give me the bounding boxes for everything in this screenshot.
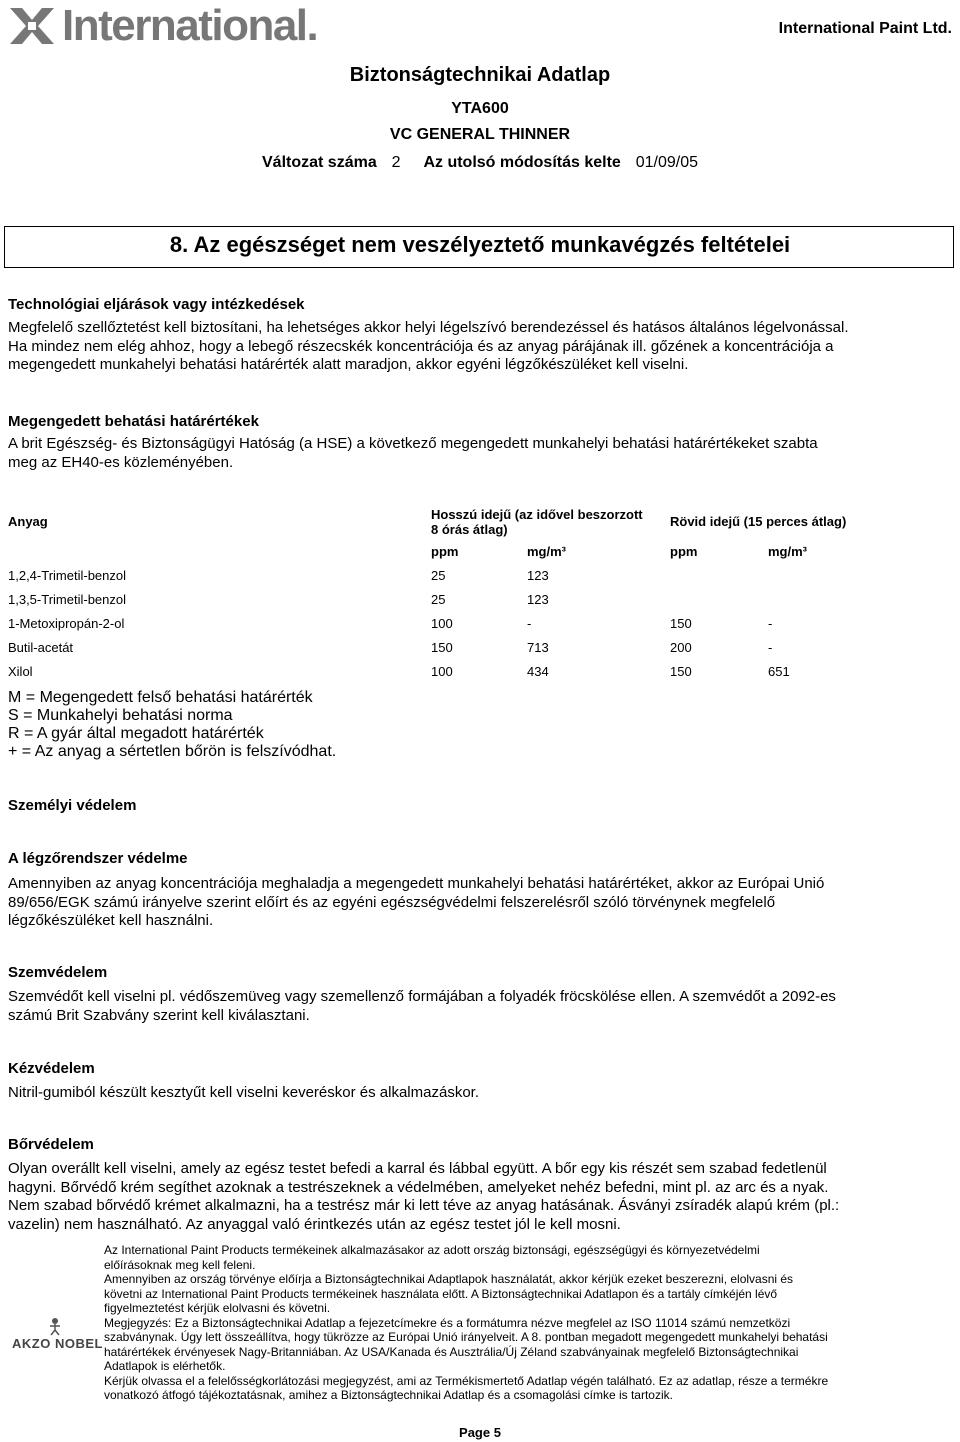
cell-substance: Butil-acetát	[8, 640, 74, 655]
hand-paragraph	[8, 1084, 958, 1103]
cell-lt-mg: 123	[527, 592, 549, 607]
footer-disclaimer	[104, 1243, 924, 1403]
legend-item: R = A gyár által megadott határérték	[8, 725, 264, 742]
text-line: Szemvédőt kell viselni pl. védőszemüveg vagy szemellenző formájában a folyadék fröcskölése ellen. A szemvédőt a 2092-es	[8, 988, 836, 1005]
version-label: Változat száma	[262, 154, 377, 171]
product-name: VC GENERAL THINNER	[389, 126, 571, 143]
footer-line: szabványnak. Úgy lett összeállítva, hogy tükrözze az Európai Unió irányelveit. A 8. pontban megadott megengedett munkahelyi behatási	[104, 1330, 828, 1344]
limits-heading: Megengedett behatási határértékek	[8, 413, 259, 430]
cell-lt-ppm: 150	[431, 640, 453, 655]
legend-item: S = Munkahelyi behatási norma	[8, 707, 233, 724]
legend-item: M = Megengedett felső behatási határérték	[8, 689, 313, 706]
text-line: 89/656/EGK számú irányelve szerint előírt és az egyéni egészségvédelmi felszerelésről szóló törvénynek megfelelő	[8, 893, 776, 911]
cell-substance: Xilol	[8, 664, 33, 679]
version-value: 2	[391, 154, 401, 171]
text-line: meg az EH40-es közleményében.	[8, 453, 234, 471]
unit-mg: mg/m³	[768, 544, 807, 559]
section-title: 8. Az egészséget nem veszélyeztető munkavégzés feltételei	[169, 232, 791, 257]
respiratory-heading: A légzőrendszer védelme	[8, 850, 188, 867]
cell-st-ppm: 150	[670, 664, 692, 679]
cell-st-ppm: 200	[670, 640, 692, 655]
footer-line: Adatlapok is elérhetők.	[104, 1359, 226, 1373]
text-line: hagyni. Bőrvédő krém segíthet azoknak a testrészeknek a védelmében, amelyeket nehéz befedni, mint pl. az arc és a nyak.	[8, 1178, 829, 1196]
footer-line: vonatkozó átfogó tájékoztatásnak, amihez a Biztonságtechnikai Adatlap és a csomagolási címke is tartozik.	[104, 1388, 673, 1402]
footer-line: Kérjük olvassa el a felelősségkorlátozási megjegyzést, ami az Termékismertető Adatlap végén található. Ez az adatlap, része a termékre	[104, 1373, 829, 1388]
cell-lt-mg: -	[527, 616, 532, 631]
cell-substance: 1-Metoxipropán-2-ol	[8, 616, 125, 631]
col-long-term-line: 8 órás átlag)	[431, 522, 508, 537]
text-line: vazelin) nem használható. Az anyaggal való érintkezés után az egész testet jól le kell mosni.	[8, 1215, 621, 1233]
tech-paragraph	[8, 319, 958, 375]
cell-lt-mg: 434	[527, 664, 549, 679]
version-line	[262, 154, 698, 172]
tech-heading: Technológiai eljárások vagy intézkedések	[8, 296, 305, 313]
hand-heading: Kézvédelem	[8, 1060, 95, 1077]
footer-line: Amennyiben az ország törvénye előírja a Biztonságtechnikai Adaptlapok használatát, akkor kérjük ezeket beszerezni, elolvasni és	[104, 1272, 794, 1286]
text-line: Amennyiben az anyag koncentrációja meghaladja a megengedett munkahelyi behatási határértéket, akkor az Európai Unió	[8, 875, 825, 892]
brand-logo	[6, 1, 318, 50]
cell-lt-ppm: 100	[431, 616, 453, 631]
footer-line: figyelmeztetést kérjük elolvasni és követni.	[104, 1301, 331, 1315]
eye-heading: Szemvédelem	[8, 964, 108, 981]
revision-label: Az utolsó módosítás kelte	[423, 154, 621, 171]
brand-name: International.	[62, 1, 318, 50]
revision-value: 01/09/05	[635, 154, 698, 171]
personal-heading: Személyi védelem	[8, 797, 137, 814]
text-line: Nitril-gumiból készült kesztyűt kell viselni keveréskor és alkalmazáskor.	[8, 1084, 479, 1101]
legend	[8, 689, 336, 761]
legend-item: + = Az anyag a sértetlen bőrön is felszívódhat.	[8, 743, 337, 760]
text-line: Megfelelő szellőztetést kell biztosítani, ha lehetséges akkor helyi légelszívó berendezéssel és hatásos általános légelvonással.	[8, 319, 849, 336]
col-substance: Anyag	[8, 514, 48, 529]
cell-st-mg: -	[768, 640, 773, 655]
cell-lt-ppm: 25	[431, 592, 446, 607]
text-line: Olyan overállt kell viselni, amely az egész testet befedi a karral és lábbal együtt. A bőr egy kis részét sem szabad fedetlenül	[8, 1160, 827, 1177]
unit-ppm: ppm	[670, 544, 698, 559]
cell-lt-mg: 713	[527, 640, 549, 655]
footer-line: határértékek érvényesek Nagy-Britanniában. Az USA/Kanada és Ausztrália/Új Zéland szabványainak megfelelő Biztonságtechnikai	[104, 1344, 799, 1359]
document-title: Biztonságtechnikai Adatlap	[349, 64, 611, 86]
brand-mark-icon	[6, 4, 58, 48]
limits-paragraph	[8, 435, 958, 472]
text-line: megengedett munkahelyi behatási határérték alatt maradjon, akkor egyéni légzőkészüléket kell viselni.	[8, 356, 689, 373]
unit-ppm: ppm	[431, 544, 459, 559]
akzo-nobel-text: AKZO NOBEL	[12, 1336, 103, 1351]
cell-st-mg: 651	[768, 664, 790, 679]
footer-line: Megjegyzés: Ez a Biztonságtechnikai Adatlap a fejezetcímekre és a formátumra nézve megfelel az ISO 11014 számú nemzetközi	[104, 1315, 791, 1330]
unit-mg: mg/m³	[527, 544, 566, 559]
eye-paragraph	[8, 988, 958, 1025]
cell-st-ppm: 150	[670, 616, 692, 631]
cell-lt-ppm: 100	[431, 664, 453, 679]
col-short-term: Rövid idejű (15 perces átlag)	[670, 514, 847, 529]
text-line: Ha mindez nem elég ahhoz, hogy a lebegő részecskék koncentrációja és az anyag párájának ill. gőzének a koncentrációja a	[8, 337, 834, 355]
akzo-nobel-logo	[10, 1316, 103, 1351]
text-line: számú Brit Szabvány szerint kell kiválasztani.	[8, 1006, 310, 1024]
cell-substance: 1,3,5-Trimetil-benzol	[8, 592, 127, 607]
text-line: légzőkészüléket kell használni.	[8, 912, 214, 929]
cell-lt-mg: 123	[527, 568, 549, 583]
col-long-term-line: Hosszú idejű (az idővel beszorzott	[431, 507, 643, 522]
footer-line: Az International Paint Products termékeinek alkalmazásakor az adott ország biztonsági, egészségügyi és környezetvédelmi	[104, 1243, 760, 1257]
respiratory-paragraph	[8, 875, 958, 931]
col-long-term	[431, 507, 643, 537]
product-code: YTA600	[451, 100, 509, 117]
skin-paragraph	[8, 1160, 958, 1234]
footer-line: követni az International Paint Products termékeinek használata előtt. A Biztonságtechnikai Adatlapon és a tartály címkéjén lévő	[104, 1286, 778, 1301]
cell-st-mg: -	[768, 616, 773, 631]
cell-lt-ppm: 25	[431, 568, 446, 583]
text-line: A brit Egészség- és Biztonságügyi Hatóság (a HSE) a következő megengedett munkahelyi behatási határértékeket szabta	[8, 435, 818, 452]
text-line: Nem szabad bőrvédő krémet alkalmazni, ha a testrész már ki lett téve az anyag hatásának. Ásványi zsíradék alapú krém (pl.:	[8, 1197, 840, 1214]
cell-substance: 1,2,4-Trimetil-benzol	[8, 568, 127, 583]
company-name: International Paint Ltd.	[778, 20, 952, 37]
footer-line: előírásoknak meg kell feleni.	[104, 1257, 256, 1272]
page-number: Page 5	[459, 1425, 501, 1440]
skin-heading: Bőrvédelem	[8, 1136, 94, 1153]
